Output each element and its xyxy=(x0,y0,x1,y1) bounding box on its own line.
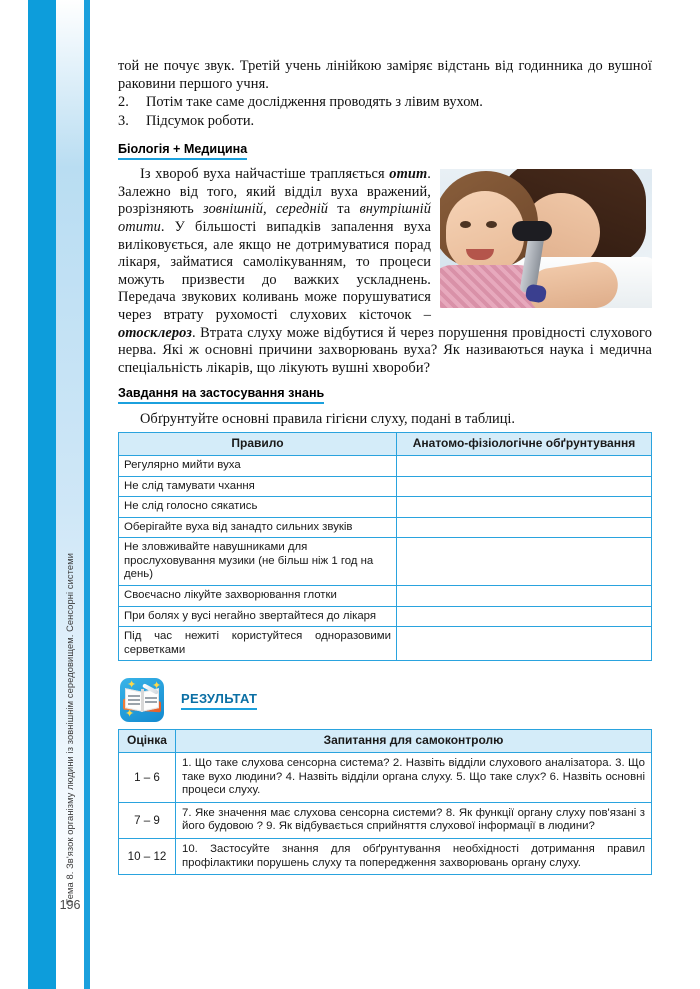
rule-text: Оберігайте вуха від занадто сильних звуків xyxy=(119,517,397,538)
intro-paragraph-tail: той не почує звук. Третій учень лінійкою заміряє відстань від годинника до вушної раковини першого учня. xyxy=(118,58,652,92)
table-row xyxy=(119,802,652,838)
rule-text: Своєчасно лікуйте захворювання глотки xyxy=(119,586,397,607)
column-header-questions: Запитання для самоконтролю xyxy=(176,730,652,753)
table-row xyxy=(119,497,652,518)
mark-range: 10 – 12 xyxy=(119,839,176,875)
sparkle-icon: ✦ xyxy=(125,708,135,721)
ear-examination-photo xyxy=(440,169,652,308)
table-header-row xyxy=(119,730,652,753)
result-banner xyxy=(120,678,652,722)
table-row xyxy=(119,839,652,875)
hygiene-rules-table xyxy=(118,432,652,661)
answer-cell[interactable] xyxy=(397,517,652,538)
table-row xyxy=(119,538,652,586)
rule-text: Регулярно мийти вуха xyxy=(119,455,397,476)
step-number: 2. xyxy=(118,94,129,111)
answer-cell[interactable] xyxy=(397,455,652,476)
table-row xyxy=(119,627,652,661)
question-text: 1. Що таке слухова сенсорна система? 2. Назвіть відділи слухового аналізатора. 3. Що таке вухо людини? 4. Назвіть відділи органа слуху. 5. Що таке слух? 6. Назвіть основні процеси слуху. xyxy=(176,753,652,803)
answer-cell[interactable] xyxy=(397,606,652,627)
table-row xyxy=(119,455,652,476)
bio-med-text-4: . У більшості випадків запалення вуха виліковується, але якщо не дотримуватися порад лікаря, займатися самолікуванням, то процеси можуть призвести до важких ускладнень. Передача звукових коливань може порушуватися через втрату рухомості слухових кісточок – xyxy=(118,218,431,323)
list-item xyxy=(118,93,652,112)
result-title-wrap xyxy=(181,690,257,710)
rule-text: Не слід тамувати чхання xyxy=(119,476,397,497)
result-title: РЕЗУЛЬТАТ xyxy=(181,691,257,710)
page-number: 196 xyxy=(59,898,81,912)
term-outer-middle: зовнішній, середній xyxy=(202,201,329,218)
table-row xyxy=(119,753,652,803)
table-row xyxy=(119,476,652,497)
answer-cell[interactable] xyxy=(397,497,652,518)
step-number: 3. xyxy=(118,113,129,130)
list-item xyxy=(118,112,652,131)
column-header-justification: Анатомо-фізіологічне обґрунтування xyxy=(397,433,652,456)
section-heading-task: Завдання на застосування знань xyxy=(118,386,324,404)
table-row xyxy=(119,606,652,627)
section-heading-bio-med: Біологія + Медицина xyxy=(118,142,247,160)
rule-text: Під час нежиті користуйтеся одноразовими серветками xyxy=(119,627,397,661)
sidebar-divider-line xyxy=(84,0,90,989)
question-text: 10. Застосуйте знання для обґрунтування необхідності дотримання правил профілактики порушень слуху та попередження захворювань органу слуху. xyxy=(176,839,652,875)
task-intro-text: Обґрунтуйте основні правила гігієни слуху, подані в таблиці. xyxy=(140,411,516,428)
question-text: 7. Яке значення має слухова сенсорна системи? 8. Як функції органу слуху пов'язані з його будовою ? 9. Як відбувається сприйняття слухової інформації в людини? xyxy=(176,802,652,838)
column-header-mark: Оцінка xyxy=(119,730,176,753)
table-row xyxy=(119,586,652,607)
task-heading-wrap xyxy=(118,384,652,404)
column-header-rule: Правило xyxy=(119,433,397,456)
sparkle-icon: ✦ xyxy=(127,679,137,692)
sparkle-icon: ✦ xyxy=(152,680,162,693)
rule-text: При болях у вусі негайно звертайтеся до лікаря xyxy=(119,606,397,627)
term-inner-otitis: внутрішній отити xyxy=(118,201,432,235)
mark-range: 7 – 9 xyxy=(119,802,176,838)
bio-med-text-3: та xyxy=(328,201,360,218)
sidebar-gradient-strip xyxy=(56,0,84,930)
open-book-sparkle-icon xyxy=(120,678,164,722)
sidebar-accent-bar xyxy=(28,0,56,989)
answer-cell[interactable] xyxy=(397,538,652,586)
mark-range: 1 – 6 xyxy=(119,753,176,803)
table-row xyxy=(119,517,652,538)
rule-text: Не слід голосно сякатись xyxy=(119,497,397,518)
step-text: Підсумок роботи. xyxy=(146,113,255,130)
self-control-table xyxy=(118,729,652,875)
bio-med-text-5: . Втрата слуху може відбутися й через порушення провідності слухового нерва. Які ж основні причини захворювань вуха? Як називаються наука і медична спеціальність лікарів, що лікують вушні хвороби? xyxy=(118,324,652,376)
answer-cell[interactable] xyxy=(397,476,652,497)
table-header-row xyxy=(119,433,652,456)
term-otit: отит xyxy=(389,166,428,183)
term-otoskleroz: отосклероз xyxy=(118,324,192,341)
running-title-text: Тема 8. Зв'язок організму людини із зовнішнім середовищем. Сенсорні системи xyxy=(65,553,75,905)
answer-cell[interactable] xyxy=(397,627,652,661)
page-content xyxy=(118,58,652,875)
answer-cell[interactable] xyxy=(397,586,652,607)
bio-med-heading-wrap xyxy=(118,140,652,160)
bio-med-text-1: Із хвороб вуха найчастіше трапляється xyxy=(140,166,390,183)
bio-med-text-2: . Залежно від того, який відділ вуха вражений, розрізняють xyxy=(118,166,431,218)
step-text: Потім таке саме дослідження проводять з лівим вухом. xyxy=(146,94,483,111)
rule-text: Не зловживайте навушниками для прослуховування музики (не більш ніж 1 год на день) xyxy=(119,538,397,586)
